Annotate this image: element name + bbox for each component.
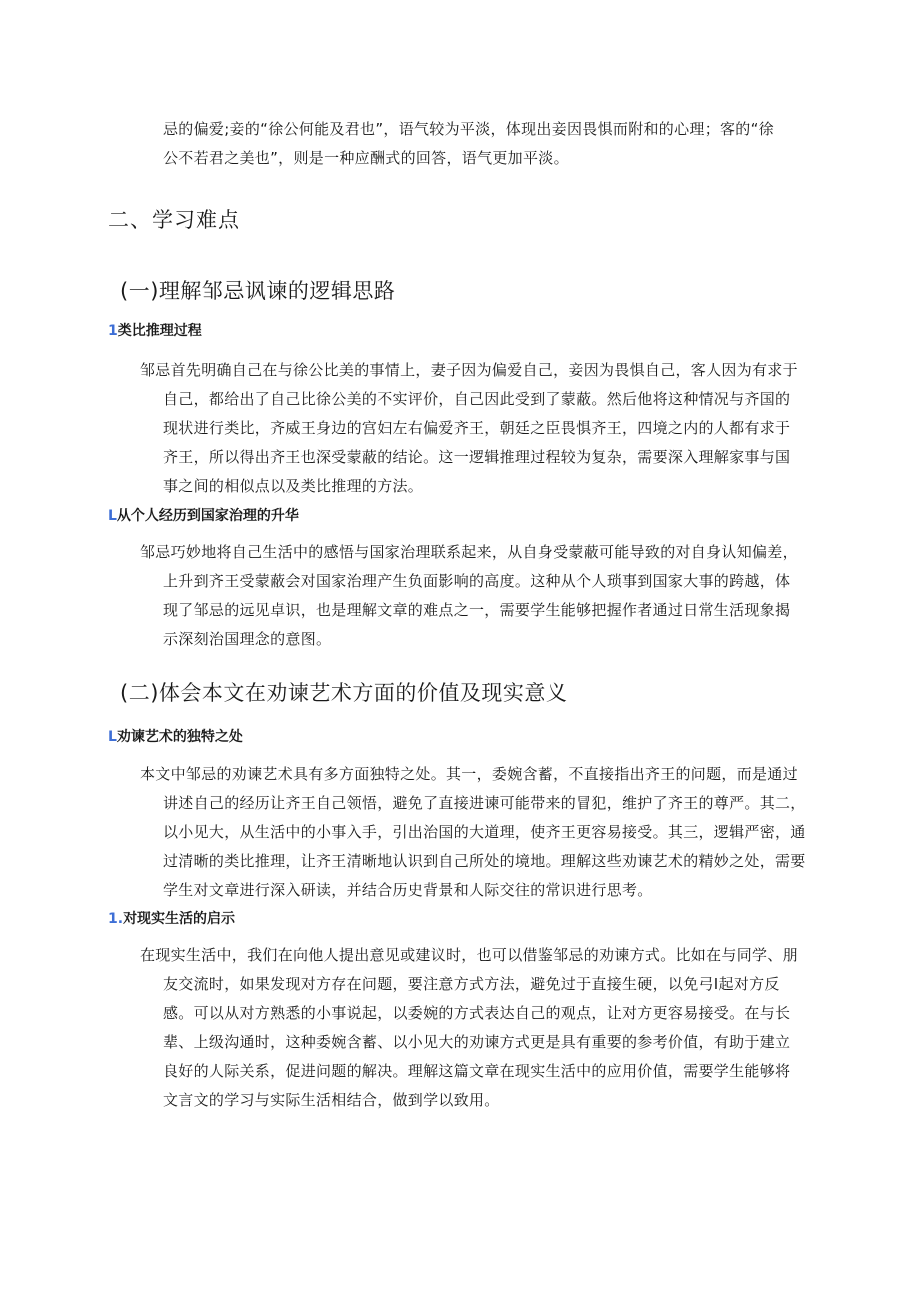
paragraph-elevation xyxy=(140,538,808,654)
item-title: 对现实生活的启示 xyxy=(123,911,236,927)
paragraph-line: 友交流时，如果发现对方存在问题，要注意方式方法，避免过于直接生硬，以免弓I起对方反 xyxy=(163,975,780,993)
paragraph-line: 讲述自己的经历让齐王自己领悟，避免了直接进谏可能带来的冒犯，维护了齐王的尊严。其二， xyxy=(163,794,806,812)
paragraph-line: 自己，都给出了自己比徐公美的不实评价，自己因此受到了蒙蔽。然后他将这种情况与齐国的 xyxy=(163,390,791,408)
paragraph-line: 过清晰的类比推理，让齐王清晰地认识到自己所处的境地。理解这些劝谏艺术的精妙之处，需要 xyxy=(163,852,806,870)
item-marker: L xyxy=(108,729,117,745)
paragraph-line: 上升到齐王受蒙蔽会对国家治理产生负面影响的高度。这种从个人琐事到国家大事的跨越，体 xyxy=(163,572,791,590)
section-heading-difficulties: 二、学习难点 xyxy=(108,208,240,232)
item-heading-analogy xyxy=(108,320,202,342)
paragraph-line: 以小见大，从生活中的小事入手，引出治国的大道理，使齐王更容易接受。其三，逻辑严密，通 xyxy=(163,823,806,841)
paragraph-line: 现状进行类比，齐威王身边的宫妇左右偏爱齐王，朝廷之臣畏惧齐王，四境之内的人都有求于 xyxy=(163,419,791,437)
intro-paragraph xyxy=(163,115,803,173)
item-marker: 1. xyxy=(108,911,124,927)
item-marker: L xyxy=(108,508,117,524)
paragraph-line: 邹忌巧妙地将自己生活中的感悟与国家治理联系起来，从自身受蒙蔽可能导致的对自身认知偏差， xyxy=(140,543,798,561)
intro-line-2: 公不若君之美也”，则是一种应酬式的回答，语气更加平淡。 xyxy=(163,149,569,167)
item-title: 类比推理过程 xyxy=(117,323,202,339)
paragraph-line: 事之间的相似点以及类比推理的方法。 xyxy=(163,477,424,495)
paragraph-line: 本文中邹忌的劝谏艺术具有多方面独特之处。其一，委婉含蓄，不直接指出齐王的问题，而是通过 xyxy=(140,765,798,783)
item-heading-inspiration xyxy=(108,908,235,930)
paragraph-line: 良好的人际关系，促进问题的解决。理解这篇文章在现实生活中的应用价值，需要学生能够将 xyxy=(163,1062,791,1080)
paragraph-line: 示深刻治国理念的意图。 xyxy=(163,630,332,648)
paragraph-line: 现了邹忌的远见卓识，也是理解文章的难点之一，需要学生能够把握作者通过日常生活现象揭 xyxy=(163,601,791,619)
subheading-persuasion-art: (二)体会本文在劝谏艺术方面的价值及现实意义 xyxy=(120,681,568,705)
paragraph-line: 邹忌首先明确自己在与徐公比美的事情上，妻子因为偏爱自己，妾因为畏惧自己，客人因为有求于 xyxy=(140,361,798,379)
item-title: 劝谏艺术的独特之处 xyxy=(116,729,243,745)
intro-line-1: 忌的偏爱;妾的“徐公何能及君也”，语气较为平淡，体现出妾因畏惧而附和的心理；客的“徐 xyxy=(163,120,774,138)
item-marker: 1 xyxy=(108,323,118,339)
item-title: 从个人经历到国家治理的升华 xyxy=(116,508,299,524)
paragraph-line: 齐王，所以得出齐王也深受蒙蔽的结论。这一逻辑推理过程较为复杂，需要深入理解家事与国 xyxy=(163,448,791,466)
paragraph-analogy xyxy=(140,356,808,501)
paragraph-uniqueness xyxy=(140,760,808,905)
paragraph-inspiration xyxy=(140,941,808,1115)
paragraph-line: 学生对文章进行深入研读，并结合历史背景和人际交往的常识进行思考。 xyxy=(163,881,653,899)
subheading-logic: (一)理解邹忌讽谏的逻辑思路 xyxy=(120,279,396,303)
item-heading-elevation xyxy=(108,505,299,527)
paragraph-line: 感。可以从对方熟悉的小事说起，以委婉的方式表达自己的观点，让对方更容易接受。在与长 xyxy=(163,1004,791,1022)
paragraph-line: 文言文的学习与实际生活相结合，做到学以致用。 xyxy=(163,1091,500,1109)
paragraph-line: 辈、上级沟通时，这种委婉含蓄、以小见大的劝谏方式更是具有重要的参考价值，有助于建立 xyxy=(163,1033,791,1051)
paragraph-line: 在现实生活中，我们在向他人提出意见或建议时，也可以借鉴邹忌的劝谏方式。比如在与同学、朋 xyxy=(140,946,798,964)
item-heading-uniqueness xyxy=(108,726,243,748)
